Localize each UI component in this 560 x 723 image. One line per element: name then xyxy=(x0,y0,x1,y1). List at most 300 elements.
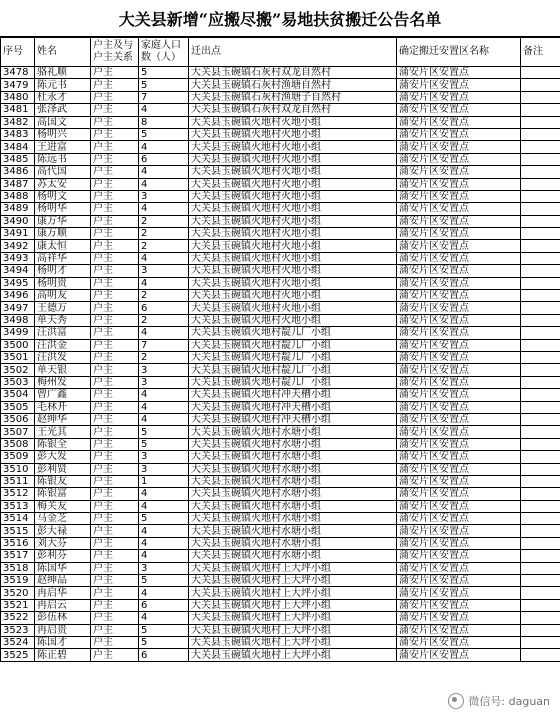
cell-relation: 户主 xyxy=(91,116,139,128)
cell-remarks xyxy=(521,339,560,351)
cell-serial-number: 3489 xyxy=(1,203,35,215)
cell-destination: 蒲安片区安置点 xyxy=(397,389,521,401)
cell-remarks xyxy=(521,364,560,376)
table-row xyxy=(1,649,560,661)
cell-origin: 大关县玉碗镇火地村火地小组 xyxy=(189,141,397,153)
cell-remarks xyxy=(521,500,560,512)
cell-origin: 大关县玉碗镇火地村火地小组 xyxy=(189,314,397,326)
cell-destination: 蒲安片区安置点 xyxy=(397,203,521,215)
cell-origin: 大关县玉碗镇火地村靛儿厂小组 xyxy=(189,339,397,351)
cell-name: 骆礼顺 xyxy=(35,67,91,79)
cell-name: 张泽武 xyxy=(35,104,91,116)
cell-name: 杨明文 xyxy=(35,190,91,202)
cell-destination: 蒲安片区安置点 xyxy=(397,376,521,388)
cell-name: 高祥华 xyxy=(35,252,91,264)
cell-origin: 大关县玉碗镇火地村上大坪小组 xyxy=(189,599,397,611)
watermark xyxy=(448,693,550,709)
cell-remarks xyxy=(521,265,560,277)
header-remarks: 备注 xyxy=(521,38,560,67)
cell-serial-number: 3479 xyxy=(1,79,35,91)
cell-remarks xyxy=(521,277,560,289)
cell-relation: 户主 xyxy=(91,339,139,351)
table-header-row xyxy=(1,38,560,67)
cell-remarks xyxy=(521,290,560,302)
cell-name: 王光其 xyxy=(35,426,91,438)
cell-destination: 蒲安片区安置点 xyxy=(397,327,521,339)
cell-origin: 大关县玉碗镇火地村火地小组 xyxy=(189,116,397,128)
cell-origin: 大关县玉碗镇火地村冲天槽小组 xyxy=(189,401,397,413)
cell-name: 杨明才 xyxy=(35,265,91,277)
table-row xyxy=(1,575,560,587)
table-row xyxy=(1,537,560,549)
cell-household-size: 2 xyxy=(139,351,189,363)
cell-name: 陈正碧 xyxy=(35,649,91,661)
cell-origin: 大关县玉碗镇火地村火地小组 xyxy=(189,228,397,240)
cell-household-size: 5 xyxy=(139,128,189,140)
cell-household-size: 6 xyxy=(139,599,189,611)
cell-remarks xyxy=(521,488,560,500)
cell-remarks xyxy=(521,314,560,326)
cell-serial-number: 3523 xyxy=(1,624,35,636)
cell-remarks xyxy=(521,587,560,599)
cell-serial-number: 3482 xyxy=(1,116,35,128)
cell-household-size: 7 xyxy=(139,91,189,103)
cell-name: 高代国 xyxy=(35,166,91,178)
cell-origin: 大关县玉碗镇火地村水塘小组 xyxy=(189,525,397,537)
table-row xyxy=(1,438,560,450)
cell-household-size: 2 xyxy=(139,290,189,302)
cell-origin: 大关县玉碗镇火地村靛儿厂小组 xyxy=(189,327,397,339)
cell-serial-number: 3517 xyxy=(1,550,35,562)
cell-destination: 蒲安片区安置点 xyxy=(397,166,521,178)
cell-relation: 户主 xyxy=(91,314,139,326)
cell-name: 杨明贵 xyxy=(35,277,91,289)
cell-remarks xyxy=(521,550,560,562)
cell-origin: 大关县玉碗镇火地村冲天槽小组 xyxy=(189,413,397,425)
cell-serial-number: 3497 xyxy=(1,302,35,314)
table-row xyxy=(1,612,560,624)
cell-household-size: 4 xyxy=(139,141,189,153)
cell-origin: 大关县玉碗镇火地村上大坪小组 xyxy=(189,624,397,636)
cell-remarks xyxy=(521,67,560,79)
table-row xyxy=(1,153,560,165)
cell-origin: 大关县玉碗镇火地村上大坪小组 xyxy=(189,612,397,624)
cell-remarks xyxy=(521,141,560,153)
table-row xyxy=(1,190,560,202)
cell-serial-number: 3485 xyxy=(1,153,35,165)
cell-relation: 户主 xyxy=(91,91,139,103)
cell-household-size: 4 xyxy=(139,203,189,215)
cell-remarks xyxy=(521,153,560,165)
cell-relation: 户主 xyxy=(91,636,139,648)
cell-household-size: 4 xyxy=(139,612,189,624)
cell-serial-number: 3508 xyxy=(1,438,35,450)
cell-origin: 大关县玉碗镇石灰村双龙自然村 xyxy=(189,67,397,79)
cell-origin: 大关县玉碗镇火地村水塘小组 xyxy=(189,537,397,549)
table-row xyxy=(1,67,560,79)
table-row xyxy=(1,215,560,227)
cell-serial-number: 3510 xyxy=(1,463,35,475)
cell-household-size: 4 xyxy=(139,500,189,512)
cell-name: 陈国才 xyxy=(35,636,91,648)
table-row xyxy=(1,550,560,562)
cell-name: 杜永才 xyxy=(35,91,91,103)
cell-name: 赵绅华 xyxy=(35,413,91,425)
cell-household-size: 8 xyxy=(139,116,189,128)
cell-serial-number: 3518 xyxy=(1,562,35,574)
cell-serial-number: 3507 xyxy=(1,426,35,438)
cell-serial-number: 3504 xyxy=(1,389,35,401)
cell-relation: 户主 xyxy=(91,413,139,425)
cell-destination: 蒲安片区安置点 xyxy=(397,624,521,636)
cell-relation: 户主 xyxy=(91,426,139,438)
cell-origin: 大关县玉碗镇火地村火地小组 xyxy=(189,252,397,264)
cell-origin: 大关县玉碗镇火地村火地小组 xyxy=(189,153,397,165)
cell-origin: 大关县玉碗镇火地村冲天槽小组 xyxy=(189,389,397,401)
cell-origin: 大关县玉碗镇火地村水塘小组 xyxy=(189,550,397,562)
cell-serial-number: 3488 xyxy=(1,190,35,202)
cell-destination: 蒲安片区安置点 xyxy=(397,228,521,240)
cell-origin: 大关县玉碗镇火地村上大坪小组 xyxy=(189,575,397,587)
cell-relation: 户主 xyxy=(91,438,139,450)
table-row xyxy=(1,166,560,178)
cell-destination: 蒲安片区安置点 xyxy=(397,67,521,79)
cell-name: 汪洪金 xyxy=(35,339,91,351)
cell-relation: 户主 xyxy=(91,252,139,264)
cell-destination: 蒲安片区安置点 xyxy=(397,451,521,463)
cell-relation: 户主 xyxy=(91,575,139,587)
cell-household-size: 3 xyxy=(139,190,189,202)
cell-relation: 户主 xyxy=(91,599,139,611)
cell-origin: 大关县玉碗镇火地村水塘小组 xyxy=(189,488,397,500)
wechat-icon xyxy=(448,693,464,709)
table-row xyxy=(1,178,560,190)
cell-remarks xyxy=(521,327,560,339)
table-row xyxy=(1,364,560,376)
cell-remarks xyxy=(521,240,560,252)
cell-household-size: 3 xyxy=(139,376,189,388)
table-row xyxy=(1,426,560,438)
cell-destination: 蒲安片区安置点 xyxy=(397,116,521,128)
cell-destination: 蒲安片区安置点 xyxy=(397,190,521,202)
cell-remarks xyxy=(521,104,560,116)
cell-household-size: 6 xyxy=(139,649,189,661)
cell-origin: 大关县玉碗镇火地村水塘小组 xyxy=(189,451,397,463)
cell-relation: 户主 xyxy=(91,550,139,562)
cell-relation: 户主 xyxy=(91,364,139,376)
cell-origin: 大关县玉碗镇火地村水塘小组 xyxy=(189,426,397,438)
cell-destination: 蒲安片区安置点 xyxy=(397,178,521,190)
cell-relation: 户主 xyxy=(91,537,139,549)
table-row xyxy=(1,240,560,252)
cell-serial-number: 3513 xyxy=(1,500,35,512)
cell-name: 康万华 xyxy=(35,215,91,227)
cell-serial-number: 3503 xyxy=(1,376,35,388)
cell-household-size: 5 xyxy=(139,79,189,91)
cell-relation: 户主 xyxy=(91,488,139,500)
table-row xyxy=(1,401,560,413)
cell-relation: 户主 xyxy=(91,215,139,227)
cell-relation: 户主 xyxy=(91,166,139,178)
cell-origin: 大关县玉碗镇火地村火地小组 xyxy=(189,203,397,215)
cell-household-size: 7 xyxy=(139,339,189,351)
cell-origin: 大关县玉碗镇火地村水塘小组 xyxy=(189,438,397,450)
cell-relation: 户主 xyxy=(91,475,139,487)
cell-destination: 蒲安片区安置点 xyxy=(397,413,521,425)
table-row xyxy=(1,376,560,388)
cell-name: 冉启华 xyxy=(35,587,91,599)
table-row xyxy=(1,413,560,425)
cell-remarks xyxy=(521,649,560,661)
cell-relation: 户主 xyxy=(91,463,139,475)
cell-household-size: 3 xyxy=(139,451,189,463)
cell-serial-number: 3501 xyxy=(1,351,35,363)
table-row xyxy=(1,525,560,537)
cell-serial-number: 3500 xyxy=(1,339,35,351)
cell-name: 单天银 xyxy=(35,364,91,376)
cell-household-size: 5 xyxy=(139,67,189,79)
cell-household-size: 4 xyxy=(139,166,189,178)
cell-serial-number: 3480 xyxy=(1,91,35,103)
cell-serial-number: 3498 xyxy=(1,314,35,326)
cell-serial-number: 3481 xyxy=(1,104,35,116)
cell-relation: 户主 xyxy=(91,178,139,190)
table-row xyxy=(1,104,560,116)
cell-name: 马金芝 xyxy=(35,513,91,525)
cell-name: 汪洪发 xyxy=(35,351,91,363)
cell-relation: 户主 xyxy=(91,228,139,240)
cell-relation: 户主 xyxy=(91,327,139,339)
table-row xyxy=(1,290,560,302)
header-serial-number: 序号 xyxy=(1,38,35,67)
cell-relation: 户主 xyxy=(91,649,139,661)
table-row xyxy=(1,562,560,574)
cell-relation: 户主 xyxy=(91,612,139,624)
cell-serial-number: 3521 xyxy=(1,599,35,611)
cell-relation: 户主 xyxy=(91,562,139,574)
cell-serial-number: 3492 xyxy=(1,240,35,252)
cell-remarks xyxy=(521,513,560,525)
cell-name: 曾广鑫 xyxy=(35,389,91,401)
table-row xyxy=(1,339,560,351)
cell-destination: 蒲安片区安置点 xyxy=(397,215,521,227)
cell-name: 陈银友 xyxy=(35,475,91,487)
cell-remarks xyxy=(521,376,560,388)
cell-household-size: 2 xyxy=(139,228,189,240)
cell-serial-number: 3505 xyxy=(1,401,35,413)
cell-serial-number: 3483 xyxy=(1,128,35,140)
cell-name: 高明友 xyxy=(35,290,91,302)
table-row xyxy=(1,327,560,339)
cell-serial-number: 3509 xyxy=(1,451,35,463)
cell-serial-number: 3512 xyxy=(1,488,35,500)
cell-origin: 大关县玉碗镇火地村水塘小组 xyxy=(189,475,397,487)
cell-remarks xyxy=(521,116,560,128)
table-row xyxy=(1,203,560,215)
cell-household-size: 5 xyxy=(139,438,189,450)
cell-relation: 户主 xyxy=(91,128,139,140)
cell-destination: 蒲安片区安置点 xyxy=(397,351,521,363)
cell-household-size: 2 xyxy=(139,314,189,326)
cell-origin: 大关县玉碗镇火地村上大坪小组 xyxy=(189,649,397,661)
cell-household-size: 5 xyxy=(139,575,189,587)
cell-origin: 大关县玉碗镇火地村水塘小组 xyxy=(189,500,397,512)
cell-remarks xyxy=(521,612,560,624)
cell-remarks xyxy=(521,413,560,425)
table-row xyxy=(1,599,560,611)
cell-household-size: 4 xyxy=(139,413,189,425)
cell-remarks xyxy=(521,178,560,190)
cell-destination: 蒲安片区安置点 xyxy=(397,438,521,450)
cell-household-size: 4 xyxy=(139,178,189,190)
header-household-size: 家庭人口数（人） xyxy=(139,38,189,67)
table-row xyxy=(1,475,560,487)
cell-relation: 户主 xyxy=(91,277,139,289)
cell-serial-number: 3514 xyxy=(1,513,35,525)
cell-origin: 大关县玉碗镇火地村水塘小组 xyxy=(189,463,397,475)
cell-serial-number: 3493 xyxy=(1,252,35,264)
cell-household-size: 3 xyxy=(139,265,189,277)
cell-name: 杨明华 xyxy=(35,203,91,215)
cell-relation: 户主 xyxy=(91,67,139,79)
cell-serial-number: 3522 xyxy=(1,612,35,624)
cell-serial-number: 3515 xyxy=(1,525,35,537)
table-row xyxy=(1,228,560,240)
cell-name: 王德万 xyxy=(35,302,91,314)
cell-relation: 户主 xyxy=(91,302,139,314)
cell-destination: 蒲安片区安置点 xyxy=(397,463,521,475)
cell-remarks xyxy=(521,252,560,264)
cell-name: 陈远书 xyxy=(35,153,91,165)
cell-destination: 蒲安片区安置点 xyxy=(397,649,521,661)
cell-serial-number: 3524 xyxy=(1,636,35,648)
cell-serial-number: 3511 xyxy=(1,475,35,487)
table-row xyxy=(1,91,560,103)
cell-relation: 户主 xyxy=(91,203,139,215)
cell-relation: 户主 xyxy=(91,500,139,512)
cell-origin: 大关县玉碗镇火地村靛儿厂小组 xyxy=(189,376,397,388)
cell-name: 陈元书 xyxy=(35,79,91,91)
cell-remarks xyxy=(521,562,560,574)
cell-origin: 大关县玉碗镇火地村火地小组 xyxy=(189,240,397,252)
cell-remarks xyxy=(521,599,560,611)
cell-origin: 大关县玉碗镇火地村火地小组 xyxy=(189,277,397,289)
cell-name: 康万顺 xyxy=(35,228,91,240)
cell-remarks xyxy=(521,475,560,487)
cell-household-size: 1 xyxy=(139,475,189,487)
cell-household-size: 5 xyxy=(139,636,189,648)
cell-relation: 户主 xyxy=(91,153,139,165)
cell-household-size: 6 xyxy=(139,302,189,314)
cell-household-size: 5 xyxy=(139,513,189,525)
cell-relation: 户主 xyxy=(91,265,139,277)
cell-remarks xyxy=(521,228,560,240)
cell-serial-number: 3484 xyxy=(1,141,35,153)
header-origin: 迁出点 xyxy=(189,38,397,67)
cell-origin: 大关县玉碗镇火地村火地小组 xyxy=(189,265,397,277)
cell-name: 杨明兴 xyxy=(35,128,91,140)
cell-household-size: 3 xyxy=(139,562,189,574)
cell-remarks xyxy=(521,128,560,140)
cell-serial-number: 3525 xyxy=(1,649,35,661)
header-destination: 确定搬迁安置区名称 xyxy=(397,38,521,67)
cell-remarks xyxy=(521,636,560,648)
cell-remarks xyxy=(521,215,560,227)
cell-serial-number: 3487 xyxy=(1,178,35,190)
cell-remarks xyxy=(521,166,560,178)
cell-serial-number: 3506 xyxy=(1,413,35,425)
cell-destination: 蒲安片区安置点 xyxy=(397,426,521,438)
cell-household-size: 3 xyxy=(139,463,189,475)
cell-destination: 蒲安片区安置点 xyxy=(397,500,521,512)
cell-relation: 户主 xyxy=(91,240,139,252)
cell-household-size: 4 xyxy=(139,104,189,116)
cell-origin: 大关县玉碗镇火地村火地小组 xyxy=(189,128,397,140)
cell-origin: 大关县玉碗镇火地村火地小组 xyxy=(189,290,397,302)
cell-household-size: 2 xyxy=(139,215,189,227)
cell-name: 冉启贵 xyxy=(35,624,91,636)
cell-destination: 蒲安片区安置点 xyxy=(397,636,521,648)
table-row xyxy=(1,636,560,648)
cell-destination: 蒲安片区安置点 xyxy=(397,599,521,611)
cell-origin: 大关县玉碗镇火地村火地小组 xyxy=(189,166,397,178)
cell-serial-number: 3494 xyxy=(1,265,35,277)
table-row xyxy=(1,513,560,525)
cell-name: 陈国华 xyxy=(35,562,91,574)
cell-origin: 大关县玉碗镇火地村火地小组 xyxy=(189,215,397,227)
cell-name: 单天秀 xyxy=(35,314,91,326)
cell-name: 彭大发 xyxy=(35,451,91,463)
cell-origin: 大关县玉碗镇火地村靛儿厂小组 xyxy=(189,351,397,363)
table-row xyxy=(1,389,560,401)
cell-relation: 户主 xyxy=(91,141,139,153)
table-row xyxy=(1,277,560,289)
cell-destination: 蒲安片区安置点 xyxy=(397,575,521,587)
cell-destination: 蒲安片区安置点 xyxy=(397,537,521,549)
cell-remarks xyxy=(521,190,560,202)
cell-destination: 蒲安片区安置点 xyxy=(397,475,521,487)
cell-serial-number: 3502 xyxy=(1,364,35,376)
cell-relation: 户主 xyxy=(91,624,139,636)
cell-name: 刘大芬 xyxy=(35,537,91,549)
cell-remarks xyxy=(521,451,560,463)
cell-origin: 大关县玉碗镇火地村水塘小组 xyxy=(189,513,397,525)
cell-relation: 户主 xyxy=(91,389,139,401)
cell-name: 赵绅品 xyxy=(35,575,91,587)
cell-household-size: 4 xyxy=(139,389,189,401)
cell-relation: 户主 xyxy=(91,376,139,388)
table-row xyxy=(1,500,560,512)
cell-serial-number: 3490 xyxy=(1,215,35,227)
cell-destination: 蒲安片区安置点 xyxy=(397,513,521,525)
table-row xyxy=(1,116,560,128)
cell-destination: 蒲安片区安置点 xyxy=(397,587,521,599)
cell-relation: 户主 xyxy=(91,104,139,116)
cell-serial-number: 3516 xyxy=(1,537,35,549)
cell-relation: 户主 xyxy=(91,401,139,413)
cell-name: 梅关友 xyxy=(35,500,91,512)
cell-household-size: 4 xyxy=(139,488,189,500)
cell-household-size: 5 xyxy=(139,426,189,438)
cell-remarks xyxy=(521,302,560,314)
cell-household-size: 4 xyxy=(139,537,189,549)
cell-destination: 蒲安片区安置点 xyxy=(397,364,521,376)
table-row xyxy=(1,141,560,153)
cell-name: 冉启云 xyxy=(35,599,91,611)
cell-remarks xyxy=(521,525,560,537)
cell-destination: 蒲安片区安置点 xyxy=(397,240,521,252)
cell-name: 彭利芬 xyxy=(35,550,91,562)
